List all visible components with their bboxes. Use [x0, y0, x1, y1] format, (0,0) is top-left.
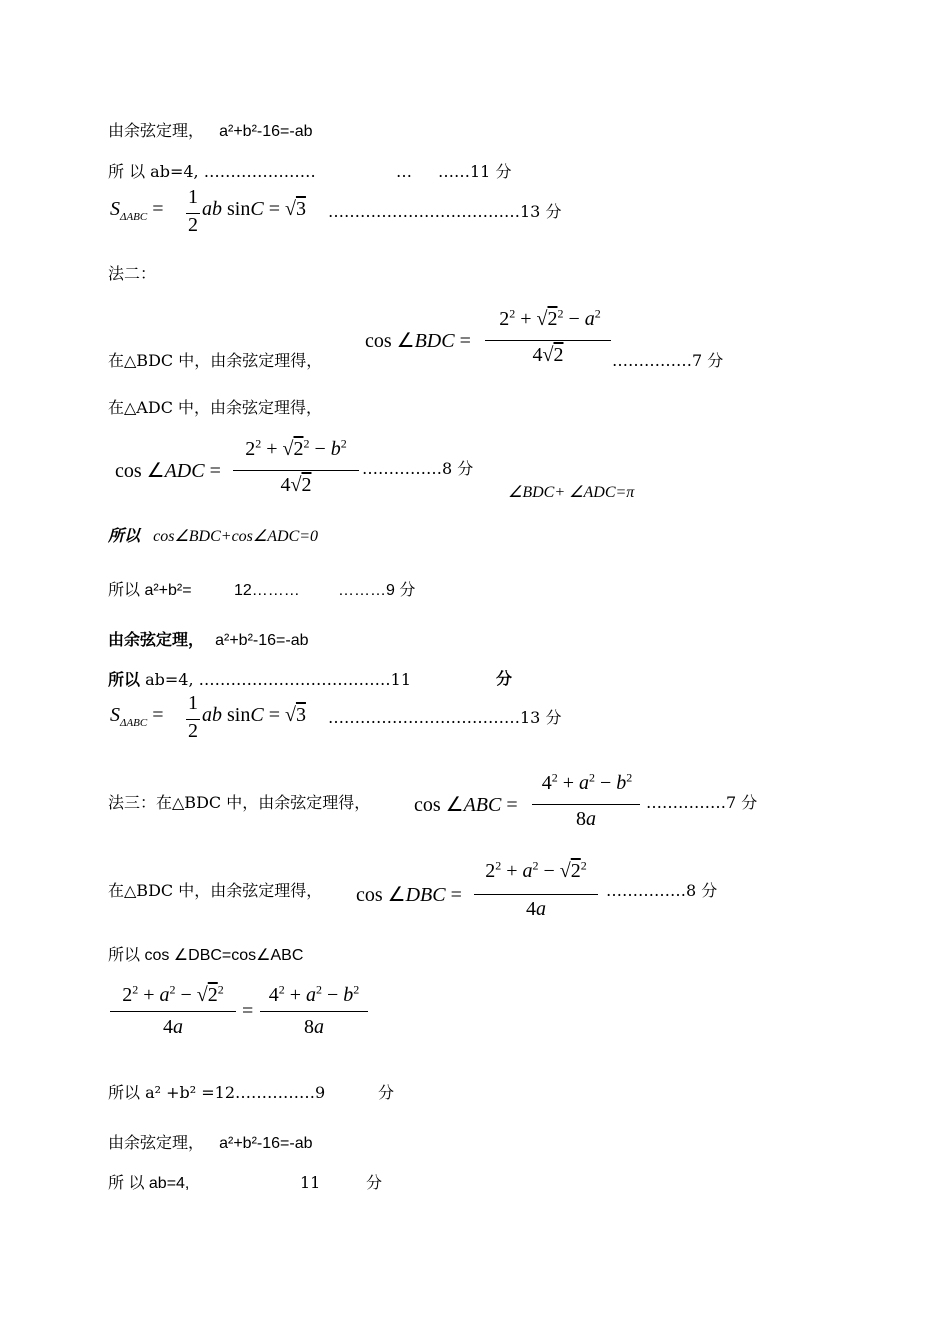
method2-bdc-text: 在△BDC 中，由余弦定理得， [108, 351, 323, 370]
method2-ab-line [108, 670, 513, 691]
equation-equal-fractions: $2^2 + a^2 - √2^2$ 4a = $4^2 + a^2 - b^2$ 8a [110, 984, 380, 1044]
area-formula-1: $S_{\Delta ABC}$ = 1 2 ab sinC = √3 ………………………………13 分 [110, 186, 562, 236]
area-score-1: ………………………………13 分 [328, 202, 562, 221]
method2-sum-line [108, 581, 416, 601]
method2-title: 法二： [108, 264, 157, 283]
method3-law-line [108, 1133, 313, 1154]
area-score-2: ………………………………13 分 [328, 708, 562, 727]
cos-abc-formula: cos ∠ABC = $4^2 + a^2 - b^2$ 8a [414, 772, 646, 838]
so-label: 所以 [108, 528, 141, 545]
method2-score-7: ……………7 分 [612, 351, 724, 370]
method2-so-line [108, 526, 318, 547]
method3-ab-line [108, 1173, 383, 1194]
method3-dbc-line: 在△BDC 中，由余弦定理得， [108, 881, 323, 900]
so-expression: cos∠BDC+cos∠ADC=0 [153, 528, 319, 545]
method2-adc-line: 在△ADC 中，由余弦定理得， [108, 398, 323, 417]
angle-sum: ∠BDC+ ∠ADC=π [508, 484, 635, 501]
method2-law-eq: a²+b²-16=-ab [215, 632, 309, 649]
sum-score: ………9 分 [338, 582, 416, 599]
method2-law-label: 由余弦定理， [108, 632, 205, 649]
method2-ab-text: ab=4, ………………………………11 [145, 670, 412, 689]
method3-sum-text: 所以 a² +b² =12……………9 [108, 1083, 326, 1102]
ab-result-line [108, 162, 512, 182]
method3-ab-score: 分 [366, 1173, 383, 1192]
method2-law-line [108, 630, 309, 651]
method3-ab-num: 11 [300, 1173, 321, 1192]
method3-abc-line: 法三：在△BDC 中，由余弦定理得， [108, 793, 371, 812]
method3-sum-score: 分 [378, 1083, 395, 1102]
ab-result-text: 所 以 ab=4, ………………… [108, 162, 316, 181]
method3-ab-text: 所 以 ab=4, [108, 1175, 190, 1192]
method3-sum-line [108, 1083, 395, 1103]
cos-bdc-formula: cos ∠BDC = $2^2 + √2^2 - a^2$ 4√2 [365, 308, 625, 374]
method2-score-8: ……………8 分 [362, 459, 474, 478]
sum-text: 所以 a²+b²= [108, 582, 192, 599]
ab-result-dots: … [396, 162, 412, 181]
cos-dbc-formula: cos ∠DBC = $2^2 + a^2 - √2^2$ 4a [356, 860, 606, 926]
method3-score-8: ……………8 分 [606, 881, 718, 900]
method3-score-7: ……………7 分 [646, 793, 758, 812]
law-label: 由余弦定理， [108, 121, 205, 140]
method3-law-label: 由余弦定理， [108, 1133, 205, 1152]
ab-result-score: ……11 分 [438, 162, 512, 181]
cos-adc-formula: cos ∠ADC = $2^2 + √2^2 - b^2$ 4√2 [115, 438, 375, 504]
law-equation: a²+b²-16=-ab [219, 123, 313, 140]
area-formula-2: $S_{\Delta ABC}$ = 1 2 ab sinC = √3 ………………………………13 分 [110, 692, 562, 742]
method3-equal-line: 所以 cos ∠DBC=cos∠ABC [108, 947, 304, 964]
law-of-cosines-line [108, 121, 313, 142]
sum-value: 12……… [234, 582, 300, 599]
method2-ab-label: 所以 [108, 672, 141, 689]
method2-ab-score: 分 [496, 671, 513, 688]
method3-law-eq: a²+b²-16=-ab [219, 1135, 313, 1152]
method2-bdc-line [108, 351, 322, 371]
